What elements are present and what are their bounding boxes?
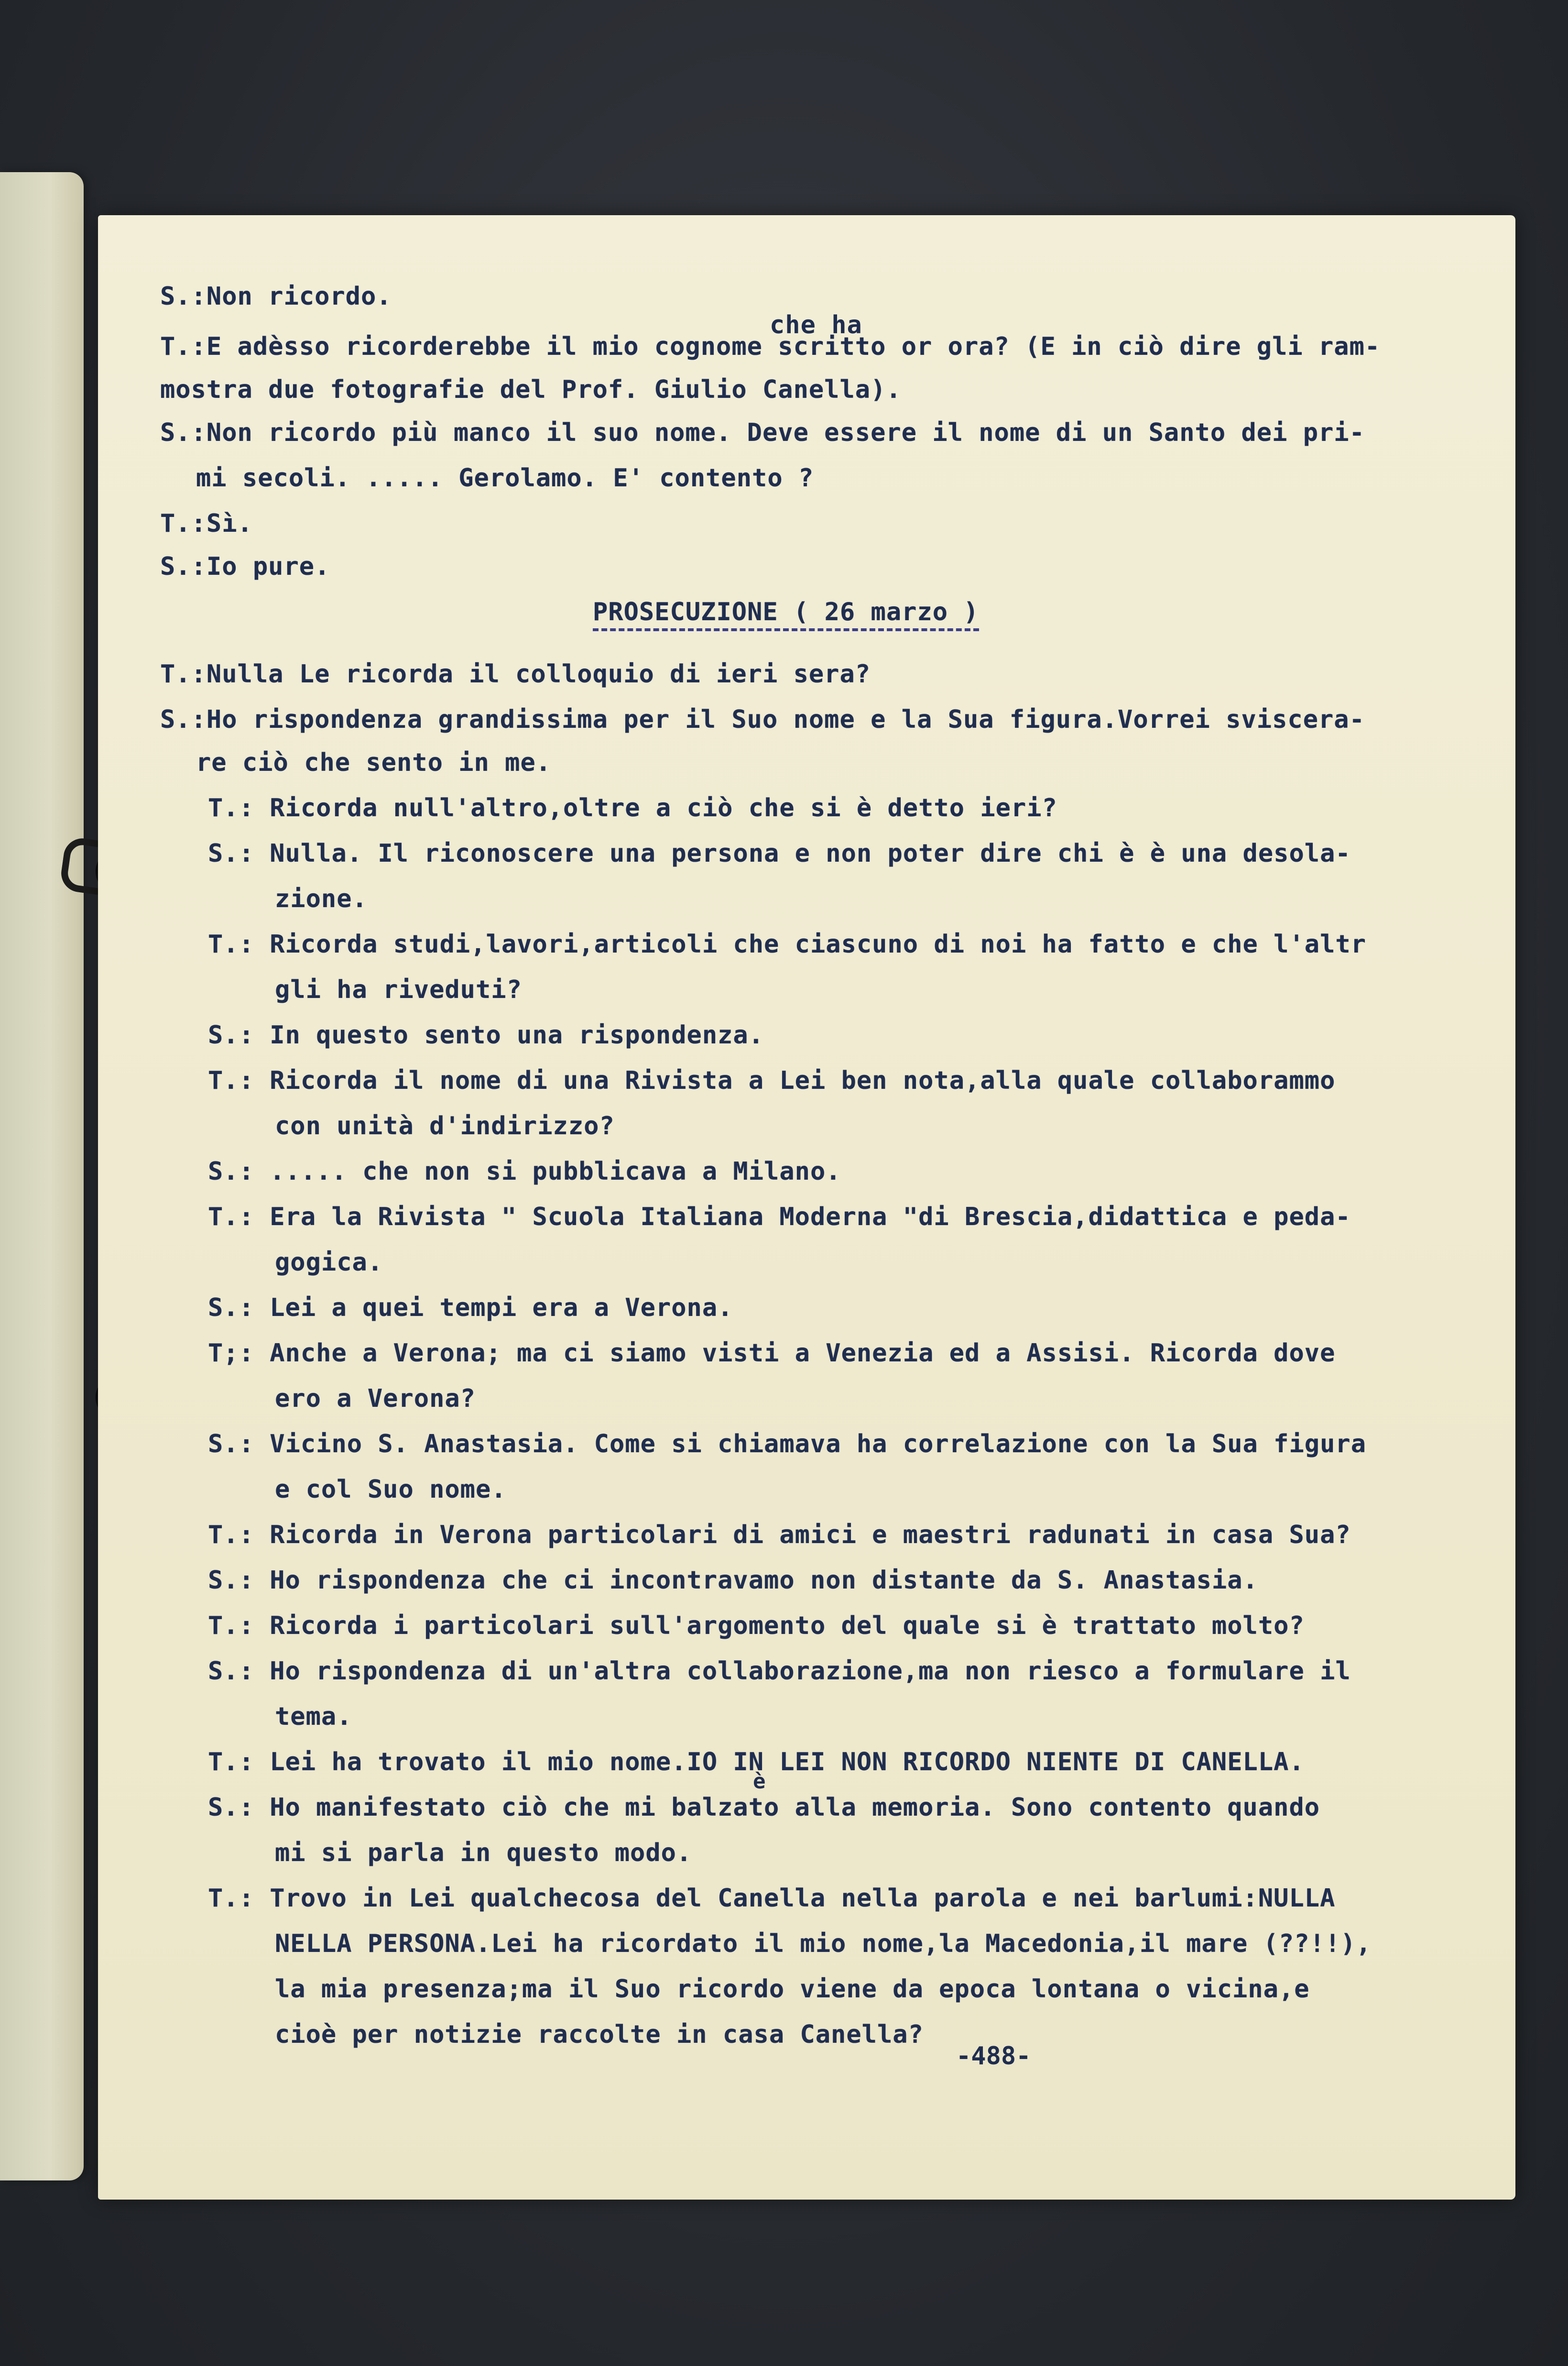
section-heading: PROSECUZIONE ( 26 marzo )	[593, 598, 979, 626]
line-35: mi si parla in questo modo.	[275, 1839, 692, 1867]
line-13: S.: Nulla. Il riconoscere una persona e non poter dire chi è è una desola-	[208, 839, 1351, 868]
line-39: cioè per notizie raccolte in casa Canella?	[275, 2020, 924, 2049]
line-19: con unità d'indirizzo?	[275, 1112, 615, 1140]
line-15: T.: Ricorda studi,lavori,articoli che ciascuno di noi ha fatto e che l'altr	[208, 930, 1366, 959]
line-14: zione.	[275, 885, 368, 913]
line-31: S.: Ho rispondenza di un'altra collaborazione,ma non riesco a formulare il	[208, 1657, 1351, 1686]
line-32: tema.	[275, 1702, 352, 1731]
line-36: T.: Trovo in Lei qualchecosa del Canella nella parola e nei barlumi:NULLA	[208, 1884, 1336, 1913]
line-16: gli ha riveduti?	[275, 975, 522, 1004]
insertion-e: è	[753, 1769, 766, 1794]
insertion-che-ha: che ha	[770, 311, 862, 340]
line-22: gogica.	[275, 1248, 383, 1277]
line-27: e col Suo nome.	[275, 1475, 507, 1504]
line-29: S.: Ho rispondenza che ci incontravamo non distante da S. Anastasia.	[208, 1566, 1258, 1595]
line-33: T.: Lei ha trovato il mio nome.IO IN LEI NON RICORDO NIENTE DI CANELLA.	[208, 1748, 1305, 1776]
line-37: NELLA PERSONA.Lei ha ricordato il mio nome,la Macedonia,il mare (??!!),	[275, 1929, 1372, 1958]
line-01: S.:Non ricordo.	[160, 282, 392, 311]
line-12: T.: Ricorda null'altro,oltre a ciò che si è detto ieri?	[208, 794, 1057, 822]
line-17: S.: In questo sento una rispondenza.	[208, 1021, 764, 1050]
line-05: mi secoli. ..... Gerolamo. E' contento ?	[196, 464, 814, 493]
line-09: T.:Nulla Le ricorda il colloquio di ieri sera?	[160, 660, 871, 689]
previous-page-edge	[0, 172, 84, 2180]
line-24: T;: Anche a Verona; ma ci siamo visti a Venezia ed a Assisi. Ricorda dove	[208, 1339, 1336, 1368]
line-18: T.: Ricorda il nome di una Rivista a Lei ben nota,alla quale collaborammo	[208, 1066, 1336, 1095]
line-25: ero a Verona?	[275, 1384, 476, 1413]
line-20: S.: ..... che non si pubblicava a Milano.	[208, 1157, 841, 1186]
line-03: mostra due fotografie del Prof. Giulio Canella).	[160, 375, 902, 404]
line-30: T.: Ricorda i particolari sull'argomento del quale si è trattato molto?	[208, 1611, 1305, 1640]
line-11: re ciò che sento in me.	[196, 748, 552, 777]
line-28: T.: Ricorda in Verona particolari di amici e maestri radunati in casa Sua?	[208, 1521, 1351, 1549]
line-26: S.: Vicino S. Anastasia. Come si chiamava ha correlazione con la Sua figura	[208, 1430, 1366, 1458]
line-02: T.:E adèsso ricorderebbe il mio cognome scritto or ora? (E in ciò dire gli ram-	[160, 332, 1381, 361]
line-38: la mia presenza;ma il Suo ricordo viene da epoca lontana o vicina,e	[275, 1975, 1310, 2004]
line-04: S.:Non ricordo più manco il suo nome. Deve essere il nome di un Santo dei pri-	[160, 418, 1365, 447]
line-21: T.: Era la Rivista " Scuola Italiana Moderna "di Brescia,didattica e peda-	[208, 1203, 1351, 1231]
page-number: -488-	[956, 2042, 1031, 2070]
line-23: S.: Lei a quei tempi era a Verona.	[208, 1293, 733, 1322]
line-07: S.:Io pure.	[160, 552, 330, 581]
line-10: S.:Ho rispondenza grandissima per il Suo nome e la Sua figura.Vorrei sviscera-	[160, 705, 1365, 734]
line-34: S.: Ho manifestato ciò che mi balzato alla memoria. Sono contento quando	[208, 1793, 1320, 1822]
line-06: T.:Sì.	[160, 509, 253, 538]
